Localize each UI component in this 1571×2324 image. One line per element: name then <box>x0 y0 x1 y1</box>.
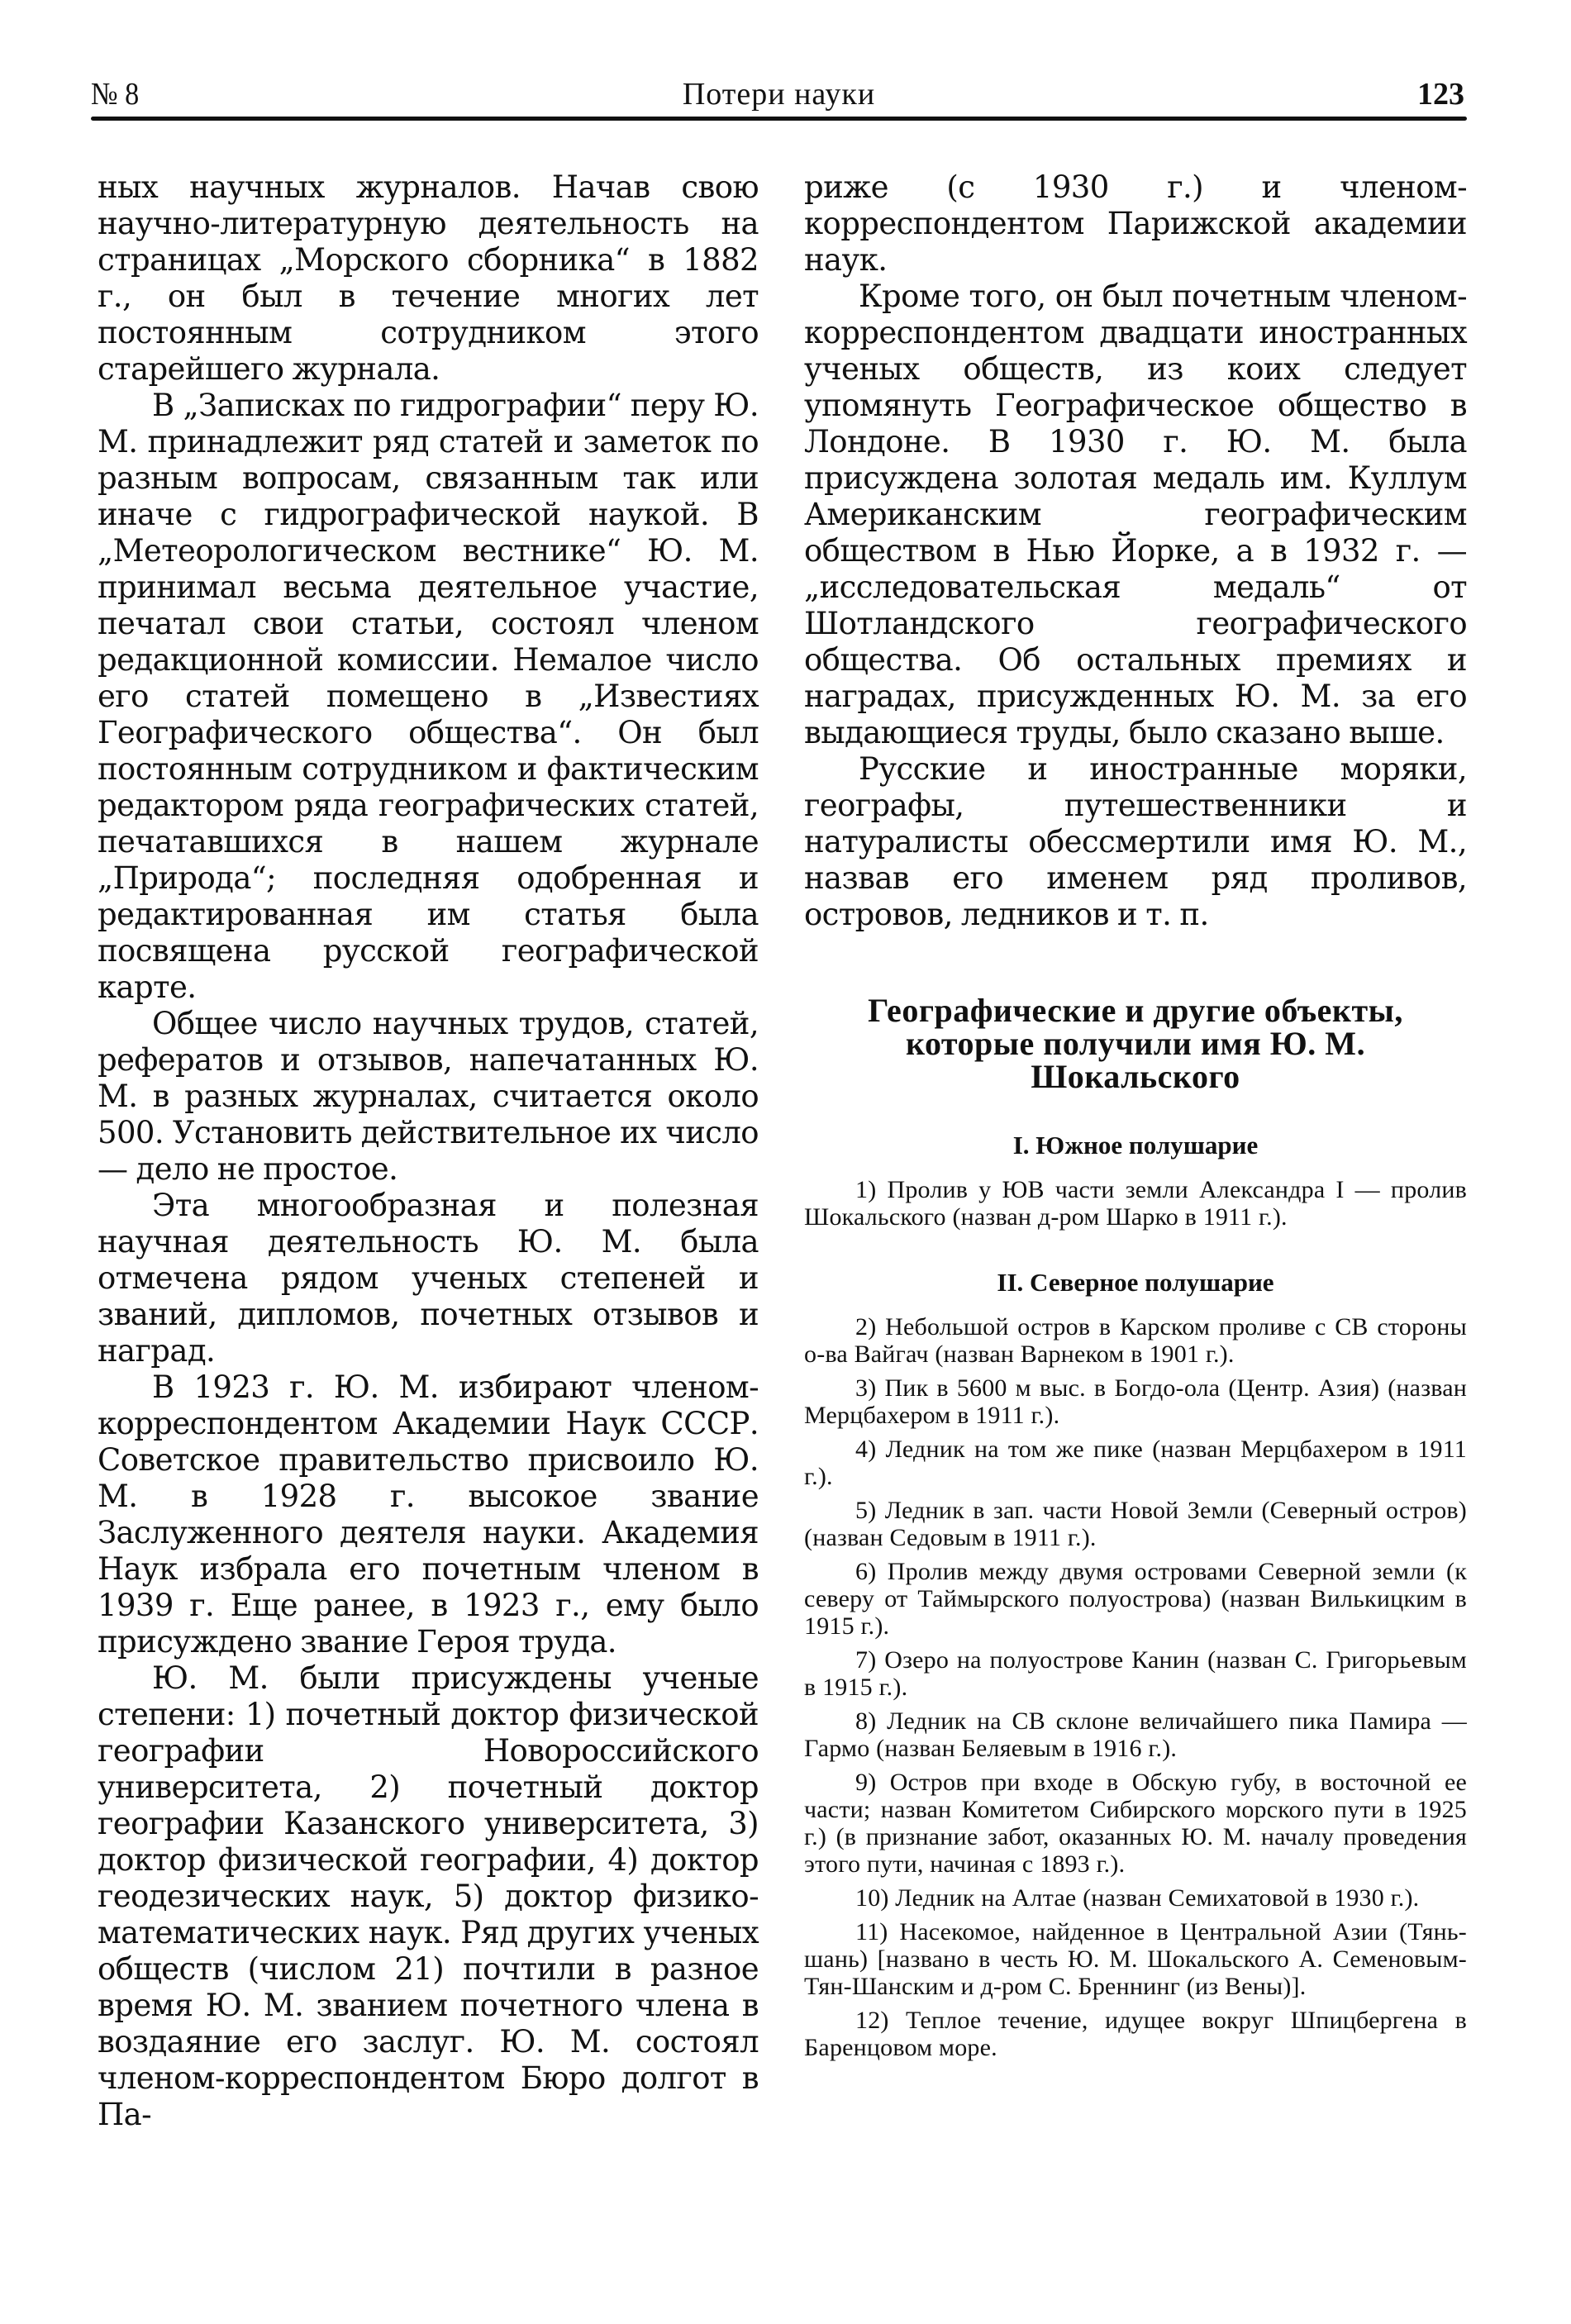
header-rule <box>91 117 1467 121</box>
list-item: 5) Ледник в зап. части Новой Земли (Северный остров) (назван Седовым в 1911 г.). <box>804 1497 1467 1551</box>
list-item: 4) Ледник на том же пике (назван Мерцбахером в 1911 г.). <box>804 1436 1467 1490</box>
section-heading: Географические и другие объекты, которые получили имя Ю. М. Шокальского <box>868 992 1403 1095</box>
list-item: 1) Пролив у ЮВ части земли Александра I — пролив Шокальского (назван д-ром Шарко в 1911 г.). <box>804 1176 1467 1231</box>
list-item: 3) Пик в 5600 м выс. в Богдо-ола (Центр. Азия) (назван Мерцбахером в 1911 г.). <box>804 1374 1467 1429</box>
paragraph: Ю. М. были присуждены ученые степени: 1) почетный доктор физической географии Новороссийского университета, 2) почетный доктор географии Казанского университета, 3) доктор физической географии, 4) доктор геодезических наук, 5) доктор физико-математических наук. Ряд других ученых обществ (числом 21) почтили в разное время Ю. М. званием почетного члена в воздаяние его заслуг. Ю. М. состоял членом-корреспондентом Бюро долгот в Па- <box>98 1660 759 2132</box>
list-item: 6) Пролив между двумя островами Северной земли (к северу от Таймырского полуострова) (назван Вилькицким в 1915 г.). <box>804 1558 1467 1640</box>
right-column <box>804 169 1467 2068</box>
paragraph: В „Записках по гидрографии“ перу Ю. М. принадлежит ряд статей и заметок по разным вопросам, связанным так или иначе с гидрографической наукой. В „Метеорологическом вестнике“ Ю. М. принимал весьма деятельное участие, печатал свои статьи, состоял членом редакционной комиссии. Немалое число его статей помещено в „Известиях Географического общества“. Он был постоянным сотрудником и фактическим редактором ряда географических статей, печатавшихся в нашем журнале „Природа“; последняя одобренная и редактированная им статья была посвящена русской географической карте. <box>98 388 759 1005</box>
paragraph: Общее число научных трудов, статей, рефератов и отзывов, напечатанных Ю. М. в разных журналах, считается около 500. Установить действительное их число — дело не простое. <box>98 1006 759 1187</box>
issue-number: № 8 <box>91 77 140 112</box>
list-item: 11) Насекомое, найденное в Центральной Азии (Тянь-шань) [названо в честь Ю. М. Шокальского А. Семеновым-Тян-Шанским и д-ром С. Бреннинг (из Вены)]. <box>804 1918 1467 2000</box>
page-number: 123 <box>1417 77 1464 112</box>
left-column <box>98 169 759 2133</box>
subsection-heading-southern: I. Южное полушарие <box>1012 1131 1259 1160</box>
paragraph: Кроме того, он был почетным членом-корреспондентом двадцати иностранных ученых обществ, из коих следует упомянуть Географическое общество в Лондоне. В 1930 г. Ю. М. была присуждена золотая медаль им. Куллум Американским географическим обществом в Нью Йорке, а в 1932 г. — „исследовательская медаль“ от Шотландского географического общества. Об остальных премиях и наградах, присужденных Ю. М. за его выдающиеся труды, было сказано выше. <box>804 279 1467 750</box>
subsection-heading-northern: II. Северное полушарие <box>997 1268 1274 1297</box>
paragraph: ных научных журналов. Начав свою научно-литературную деятельность на страницах „Морского сборника“ в 1882 г., он был в течение многих лет постоянным сотрудником этого старейшего журнала. <box>98 169 759 387</box>
list-item: 12) Теплое течение, идущее вокруг Шпицбергена в Баренцовом море. <box>804 2007 1467 2061</box>
paragraph: Эта многообразная и полезная научная деятельность Ю. М. была отмечена рядом ученых степеней и званий, дипломов, почетных отзывов и наград. <box>98 1188 759 1369</box>
southern-list <box>804 1176 1467 1231</box>
running-header <box>91 76 1467 112</box>
list-item: 2) Небольшой остров в Карском проливе с СВ стороны о-ва Вайгач (назван Варнеком в 1901 г.). <box>804 1313 1467 1368</box>
list-item: 10) Ледник на Алтае (назван Семихатовой в 1930 г.). <box>855 1884 1420 1912</box>
list-item: 7) Озеро на полуострове Канин (назван С. Григорьевым в 1915 г.). <box>804 1646 1467 1701</box>
northern-list <box>804 1313 1467 2061</box>
list-item: 9) Остров при входе в Обскую губу, в восточной ее части; назван Комитетом Сибирского морского пути в 1925 г.) (в признание забот, оказанных Ю. М. началу проведения этого пути, начиная с 1893 г.). <box>804 1769 1467 1878</box>
running-title: Потери науки <box>682 77 876 112</box>
list-item: 8) Ледник на СВ склоне величайшего пика Памира — Гармо (назван Беляевым в 1916 г.). <box>804 1707 1467 1762</box>
paragraph: риже (с 1930 г.) и членом-корреспондентом Парижской академии наук. <box>804 169 1467 278</box>
paragraph: В 1923 г. Ю. М. избирают членом-корреспондентом Академии Наук СССР. Советское правительство присвоило Ю. М. в 1928 г. высокое звание Заслуженного деятеля науки. Академия Наук избрала его почетным членом в 1939 г. Еще ранее, в 1923 г., ему было присуждено звание Героя труда. <box>98 1369 759 1660</box>
paragraph: Русские и иностранные моряки, географы, путешественники и натуралисты обессмертили имя Ю. М., назвав его именем ряд проливов, островов, ледников и т. п. <box>804 751 1467 932</box>
